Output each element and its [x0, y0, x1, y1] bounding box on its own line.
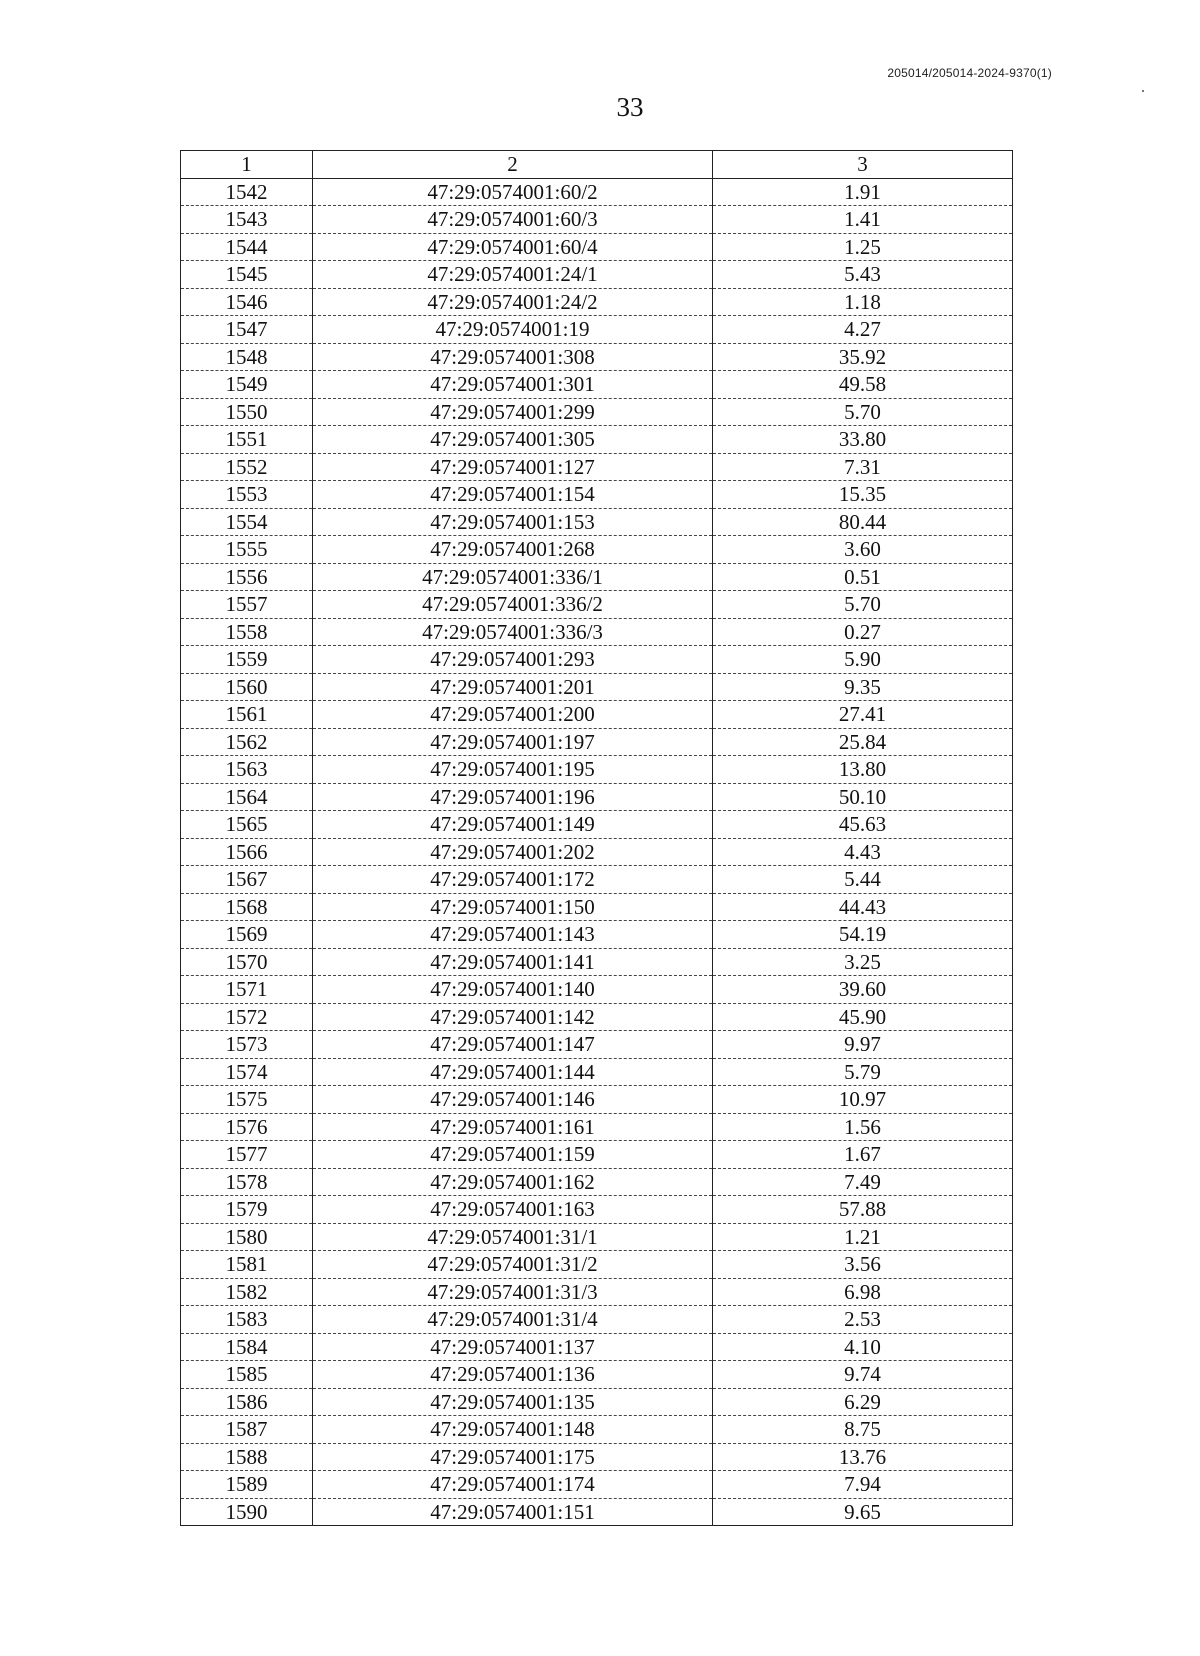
cadastral-number-cell: 47:29:0574001:142: [313, 1003, 713, 1031]
table-row: [181, 398, 1013, 426]
table-row: [181, 508, 1013, 536]
value-cell: 1.91: [713, 178, 1013, 206]
table-row: [181, 893, 1013, 921]
value-cell: 4.10: [713, 1333, 1013, 1361]
row-number-cell: 1590: [181, 1498, 313, 1526]
table-row: [181, 1251, 1013, 1279]
value-cell: 9.65: [713, 1498, 1013, 1526]
value-cell: 3.25: [713, 948, 1013, 976]
row-number-cell: 1589: [181, 1471, 313, 1499]
value-cell: 57.88: [713, 1196, 1013, 1224]
table-row: [181, 783, 1013, 811]
row-number-cell: 1573: [181, 1031, 313, 1059]
row-number-cell: 1553: [181, 481, 313, 509]
row-number-cell: 1561: [181, 701, 313, 729]
value-cell: 5.44: [713, 866, 1013, 894]
cadastral-number-cell: 47:29:0574001:308: [313, 343, 713, 371]
table-header-row: [181, 151, 1013, 179]
table-row: [181, 1361, 1013, 1389]
value-cell: 4.43: [713, 838, 1013, 866]
cadastral-number-cell: 47:29:0574001:137: [313, 1333, 713, 1361]
value-cell: 80.44: [713, 508, 1013, 536]
table-row: [181, 1196, 1013, 1224]
table-row: [181, 1003, 1013, 1031]
table-row: [181, 591, 1013, 619]
table-row: [181, 1168, 1013, 1196]
cadastral-number-cell: 47:29:0574001:293: [313, 646, 713, 674]
cadastral-number-cell: 47:29:0574001:153: [313, 508, 713, 536]
document-id: 205014/205014-2024-9370(1): [887, 66, 1052, 80]
cadastral-number-cell: 47:29:0574001:162: [313, 1168, 713, 1196]
value-cell: 27.41: [713, 701, 1013, 729]
row-number-cell: 1547: [181, 316, 313, 344]
row-number-cell: 1575: [181, 1086, 313, 1114]
cadastral-number-cell: 47:29:0574001:161: [313, 1113, 713, 1141]
row-number-cell: 1544: [181, 233, 313, 261]
cadastral-number-cell: 47:29:0574001:299: [313, 398, 713, 426]
cadastral-number-cell: 47:29:0574001:196: [313, 783, 713, 811]
table-row: [181, 261, 1013, 289]
cadastral-number-cell: 47:29:0574001:301: [313, 371, 713, 399]
row-number-cell: 1574: [181, 1058, 313, 1086]
row-number-cell: 1551: [181, 426, 313, 454]
table-row: [181, 1141, 1013, 1169]
table-row: [181, 646, 1013, 674]
cadastral-number-cell: 47:29:0574001:195: [313, 756, 713, 784]
table-row: [181, 481, 1013, 509]
value-cell: 9.74: [713, 1361, 1013, 1389]
cadastral-number-cell: 47:29:0574001:174: [313, 1471, 713, 1499]
cadastral-number-cell: 47:29:0574001:19: [313, 316, 713, 344]
table-row: [181, 1278, 1013, 1306]
table-row: [181, 1086, 1013, 1114]
row-number-cell: 1579: [181, 1196, 313, 1224]
table-row: [181, 453, 1013, 481]
value-cell: 9.97: [713, 1031, 1013, 1059]
table-row: [181, 976, 1013, 1004]
row-number-cell: 1580: [181, 1223, 313, 1251]
row-number-cell: 1570: [181, 948, 313, 976]
row-number-cell: 1585: [181, 1361, 313, 1389]
value-cell: 25.84: [713, 728, 1013, 756]
column-header-2: 2: [313, 151, 713, 179]
row-number-cell: 1567: [181, 866, 313, 894]
row-number-cell: 1542: [181, 178, 313, 206]
row-number-cell: 1588: [181, 1443, 313, 1471]
cadastral-number-cell: 47:29:0574001:175: [313, 1443, 713, 1471]
cadastral-number-cell: 47:29:0574001:336/1: [313, 563, 713, 591]
row-number-cell: 1584: [181, 1333, 313, 1361]
value-cell: 5.79: [713, 1058, 1013, 1086]
row-number-cell: 1545: [181, 261, 313, 289]
value-cell: 54.19: [713, 921, 1013, 949]
row-number-cell: 1569: [181, 921, 313, 949]
value-cell: 1.18: [713, 288, 1013, 316]
row-number-cell: 1577: [181, 1141, 313, 1169]
table-row: [181, 1333, 1013, 1361]
cadastral-number-cell: 47:29:0574001:136: [313, 1361, 713, 1389]
table-row: [181, 866, 1013, 894]
value-cell: 33.80: [713, 426, 1013, 454]
value-cell: 44.43: [713, 893, 1013, 921]
value-cell: 4.27: [713, 316, 1013, 344]
row-number-cell: 1562: [181, 728, 313, 756]
table-row: [181, 673, 1013, 701]
row-number-cell: 1563: [181, 756, 313, 784]
cadastral-number-cell: 47:29:0574001:151: [313, 1498, 713, 1526]
table-row: [181, 343, 1013, 371]
row-number-cell: 1565: [181, 811, 313, 839]
row-number-cell: 1559: [181, 646, 313, 674]
cadastral-number-cell: 47:29:0574001:127: [313, 453, 713, 481]
table-row: [181, 1223, 1013, 1251]
value-cell: 5.43: [713, 261, 1013, 289]
cadastral-number-cell: 47:29:0574001:31/2: [313, 1251, 713, 1279]
cadastral-number-cell: 47:29:0574001:150: [313, 893, 713, 921]
value-cell: 7.94: [713, 1471, 1013, 1499]
cadastral-number-cell: 47:29:0574001:202: [313, 838, 713, 866]
cadastral-number-cell: 47:29:0574001:60/2: [313, 178, 713, 206]
row-number-cell: 1554: [181, 508, 313, 536]
cadastral-number-cell: 47:29:0574001:172: [313, 866, 713, 894]
table-row: [181, 563, 1013, 591]
value-cell: 0.27: [713, 618, 1013, 646]
cadastral-number-cell: 47:29:0574001:144: [313, 1058, 713, 1086]
value-cell: 13.76: [713, 1443, 1013, 1471]
value-cell: 45.63: [713, 811, 1013, 839]
value-cell: 8.75: [713, 1416, 1013, 1444]
value-cell: 5.90: [713, 646, 1013, 674]
table-body: [181, 178, 1013, 1526]
value-cell: 2.53: [713, 1306, 1013, 1334]
table-row: [181, 426, 1013, 454]
cadastral-number-cell: 47:29:0574001:200: [313, 701, 713, 729]
row-number-cell: 1543: [181, 206, 313, 234]
cadastral-number-cell: 47:29:0574001:159: [313, 1141, 713, 1169]
value-cell: 3.60: [713, 536, 1013, 564]
value-cell: 6.29: [713, 1388, 1013, 1416]
row-number-cell: 1552: [181, 453, 313, 481]
cadastral-number-cell: 47:29:0574001:60/4: [313, 233, 713, 261]
cadastral-number-cell: 47:29:0574001:31/3: [313, 1278, 713, 1306]
row-number-cell: 1560: [181, 673, 313, 701]
row-number-cell: 1557: [181, 591, 313, 619]
row-number-cell: 1578: [181, 1168, 313, 1196]
value-cell: 0.51: [713, 563, 1013, 591]
row-number-cell: 1558: [181, 618, 313, 646]
table-row: [181, 536, 1013, 564]
table-row: [181, 1113, 1013, 1141]
value-cell: 39.60: [713, 976, 1013, 1004]
row-number-cell: 1576: [181, 1113, 313, 1141]
value-cell: 49.58: [713, 371, 1013, 399]
row-number-cell: 1555: [181, 536, 313, 564]
row-number-cell: 1583: [181, 1306, 313, 1334]
cadastral-number-cell: 47:29:0574001:141: [313, 948, 713, 976]
table-row: [181, 1306, 1013, 1334]
column-header-3: 3: [713, 151, 1013, 179]
row-number-cell: 1571: [181, 976, 313, 1004]
table-row: [181, 921, 1013, 949]
cadastral-number-cell: 47:29:0574001:201: [313, 673, 713, 701]
cadastral-number-cell: 47:29:0574001:147: [313, 1031, 713, 1059]
row-number-cell: 1572: [181, 1003, 313, 1031]
row-number-cell: 1550: [181, 398, 313, 426]
cadastral-number-cell: 47:29:0574001:305: [313, 426, 713, 454]
table-row: [181, 701, 1013, 729]
row-number-cell: 1566: [181, 838, 313, 866]
table-row: [181, 1471, 1013, 1499]
value-cell: 5.70: [713, 398, 1013, 426]
table-row: [181, 948, 1013, 976]
data-table-container: [180, 150, 1012, 1526]
row-number-cell: 1549: [181, 371, 313, 399]
row-number-cell: 1556: [181, 563, 313, 591]
table-header: [181, 151, 1013, 179]
table-row: [181, 316, 1013, 344]
value-cell: 5.70: [713, 591, 1013, 619]
value-cell: 15.35: [713, 481, 1013, 509]
table-row: [181, 371, 1013, 399]
row-number-cell: 1548: [181, 343, 313, 371]
value-cell: 10.97: [713, 1086, 1013, 1114]
cadastral-number-cell: 47:29:0574001:31/1: [313, 1223, 713, 1251]
value-cell: 1.67: [713, 1141, 1013, 1169]
table-row: [181, 756, 1013, 784]
table-row: [181, 178, 1013, 206]
cadastral-number-cell: 47:29:0574001:143: [313, 921, 713, 949]
value-cell: 45.90: [713, 1003, 1013, 1031]
table-row: [181, 728, 1013, 756]
cadastral-number-cell: 47:29:0574001:60/3: [313, 206, 713, 234]
value-cell: 3.56: [713, 1251, 1013, 1279]
column-header-1: 1: [181, 151, 313, 179]
table-row: [181, 838, 1013, 866]
cadastral-number-cell: 47:29:0574001:268: [313, 536, 713, 564]
table-row: [181, 233, 1013, 261]
cadastral-number-cell: 47:29:0574001:149: [313, 811, 713, 839]
table-row: [181, 1058, 1013, 1086]
table-row: [181, 811, 1013, 839]
table-row: [181, 206, 1013, 234]
value-cell: 35.92: [713, 343, 1013, 371]
value-cell: 6.98: [713, 1278, 1013, 1306]
value-cell: 1.56: [713, 1113, 1013, 1141]
value-cell: 1.25: [713, 233, 1013, 261]
value-cell: 1.41: [713, 206, 1013, 234]
row-number-cell: 1581: [181, 1251, 313, 1279]
value-cell: 1.21: [713, 1223, 1013, 1251]
cadastral-number-cell: 47:29:0574001:163: [313, 1196, 713, 1224]
cadastral-number-cell: 47:29:0574001:154: [313, 481, 713, 509]
table-row: [181, 288, 1013, 316]
row-number-cell: 1546: [181, 288, 313, 316]
cadastral-number-cell: 47:29:0574001:148: [313, 1416, 713, 1444]
table-row: [181, 618, 1013, 646]
table-row: [181, 1388, 1013, 1416]
cadastral-number-cell: 47:29:0574001:336/3: [313, 618, 713, 646]
cadastral-number-cell: 47:29:0574001:31/4: [313, 1306, 713, 1334]
row-number-cell: 1586: [181, 1388, 313, 1416]
data-table: [180, 150, 1013, 1526]
table-row: [181, 1498, 1013, 1526]
value-cell: 9.35: [713, 673, 1013, 701]
value-cell: 50.10: [713, 783, 1013, 811]
scan-artifact-dot: [1142, 90, 1144, 92]
cadastral-number-cell: 47:29:0574001:146: [313, 1086, 713, 1114]
table-row: [181, 1443, 1013, 1471]
row-number-cell: 1564: [181, 783, 313, 811]
cadastral-number-cell: 47:29:0574001:24/2: [313, 288, 713, 316]
row-number-cell: 1582: [181, 1278, 313, 1306]
row-number-cell: 1568: [181, 893, 313, 921]
cadastral-number-cell: 47:29:0574001:24/1: [313, 261, 713, 289]
table-row: [181, 1416, 1013, 1444]
cadastral-number-cell: 47:29:0574001:197: [313, 728, 713, 756]
row-number-cell: 1587: [181, 1416, 313, 1444]
value-cell: 13.80: [713, 756, 1013, 784]
table-row: [181, 1031, 1013, 1059]
value-cell: 7.49: [713, 1168, 1013, 1196]
page-number: 33: [616, 92, 644, 122]
cadastral-number-cell: 47:29:0574001:140: [313, 976, 713, 1004]
value-cell: 7.31: [713, 453, 1013, 481]
cadastral-number-cell: 47:29:0574001:135: [313, 1388, 713, 1416]
cadastral-number-cell: 47:29:0574001:336/2: [313, 591, 713, 619]
